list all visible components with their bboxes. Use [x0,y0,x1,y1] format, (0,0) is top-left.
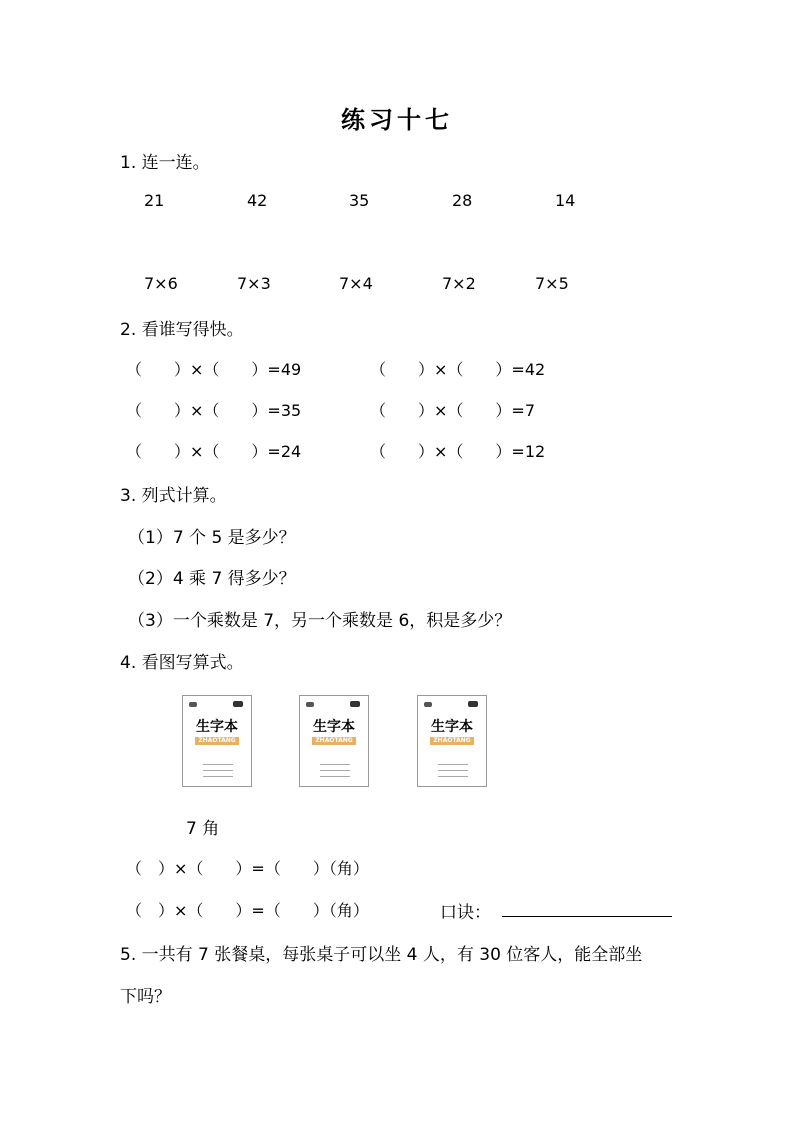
notebook-image [182,695,252,787]
notebook-image [299,695,369,787]
q1-bottom-expression: 7×2 [442,274,476,293]
notebook-field-line [320,764,350,765]
q1-bottom-expression: 7×5 [535,274,569,293]
notebook-field-line [320,776,350,777]
q3-item: （3）一个乘数是 7，另一个乘数是 6，积是多少？ [128,611,512,631]
koujue-answer-line [502,916,672,917]
q4-equation-1: （ ）×（ ）=（ ）（角） [126,859,369,878]
q2-blank-equation: （ ）×（ ）=35 [126,401,302,420]
q1-heading: 1. 连一连。 [120,153,210,173]
badge-icon [233,701,243,707]
q1-top-number: 28 [452,191,473,210]
badge-icon [350,701,360,707]
notebook-band: ZHAOTANG [430,737,474,745]
q1-top-number: 35 [349,191,370,210]
badge-icon [468,701,478,707]
q2-blank-equation: （ ）×（ ）=24 [126,442,302,461]
notebook-band: ZHAOTANG [312,737,356,745]
logo-icon [189,702,197,707]
q2-heading: 2. 看谁写得快。 [120,320,244,340]
notebook-title: 生字本 [196,719,238,735]
q1-bottom-expression: 7×3 [237,274,271,293]
q5-line-2: 下吗？ [120,987,171,1007]
notebook-field-line [203,770,233,771]
notebook-field-line [320,770,350,771]
price-label: 7 角 [186,819,220,839]
q4-heading: 4. 看图写算式。 [120,653,244,673]
notebook-field-line [438,776,468,777]
notebook-field-line [438,770,468,771]
q3-item: （2）4 乘 7 得多少？ [128,569,296,589]
q4-equation-2: （ ）×（ ）=（ ）（角） [126,901,369,920]
q3-heading: 3. 列式计算。 [120,486,227,506]
logo-icon [424,702,432,707]
notebook-field-line [203,764,233,765]
page-title: 练习十七 [341,106,453,134]
q1-bottom-expression: 7×4 [339,274,373,293]
notebook-field-line [203,776,233,777]
q2-blank-equation: （ ）×（ ）=12 [370,442,546,461]
q2-blank-equation: （ ）×（ ）=7 [370,401,535,420]
notebook-title: 生字本 [431,719,473,735]
koujue-label: 口诀： [440,903,491,923]
q5-line-1: 5. 一共有 7 张餐桌，每张桌子可以坐 4 人，有 30 位客人，能全部坐 [120,945,643,965]
q1-top-number: 42 [247,191,268,210]
q1-top-number: 21 [144,191,165,210]
notebook-title: 生字本 [313,719,355,735]
q2-blank-equation: （ ）×（ ）=49 [126,360,302,379]
notebook-band: ZHAOTANG [195,737,239,745]
notebook-field-line [438,764,468,765]
notebook-image [417,695,487,787]
q2-blank-equation: （ ）×（ ）=42 [370,360,546,379]
q1-bottom-expression: 7×6 [144,274,178,293]
q3-item: （1）7 个 5 是多少？ [128,528,296,548]
logo-icon [306,702,314,707]
q1-top-number: 14 [555,191,576,210]
